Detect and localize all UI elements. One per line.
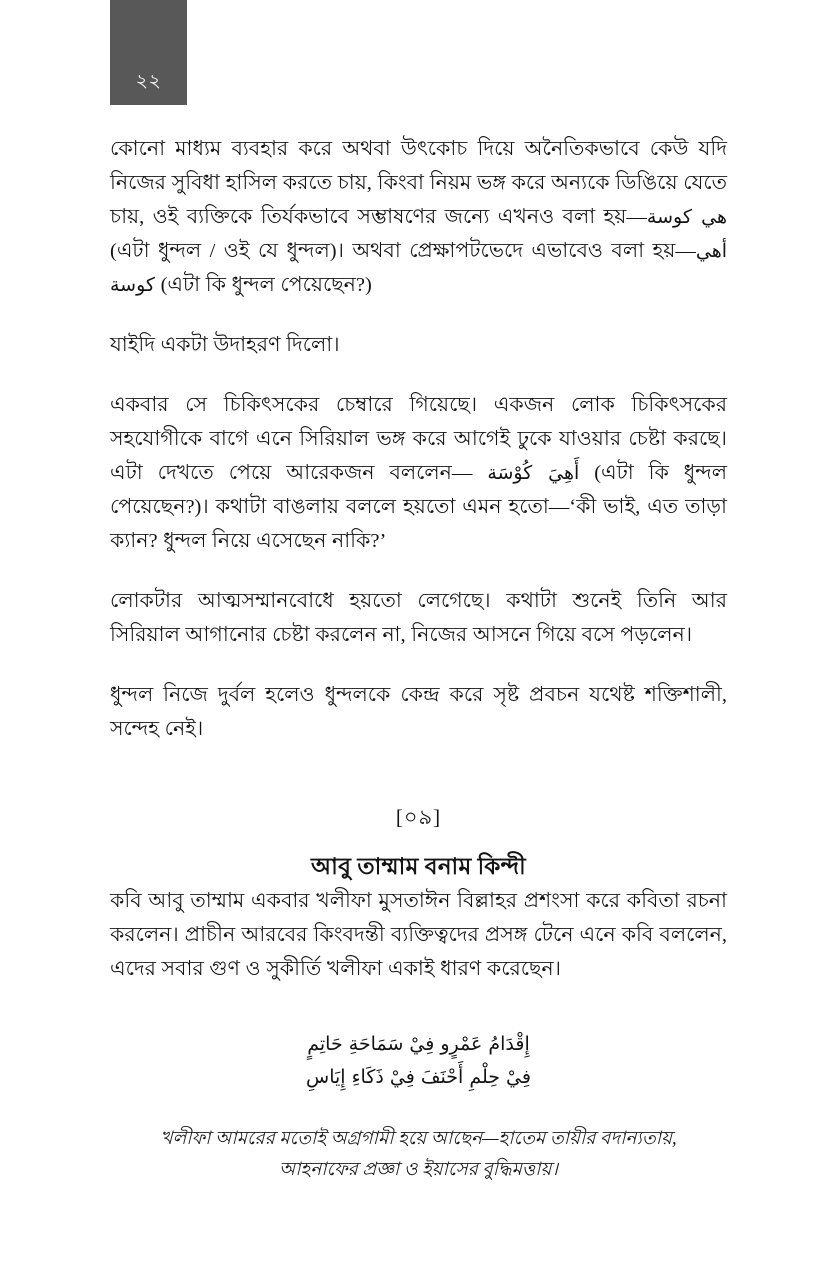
verse-line: فِيْ حِلْمِ أَحْنَفَ فِيْ ذَكَاءِ إِيَاسِ bbox=[306, 1066, 531, 1088]
bangla-text-run: লোকটার আত্মসম্মানবোধে হয়তো লেগেছে। কথাটা শুনেই তিনি আর সিরিয়াল আগানোর চেষ্টা করলেন না, নিজের আসনে গিয়ে বসে পড়লেন। bbox=[110, 590, 727, 646]
section-title: আবু তাম্মাম বনাম কিন্দী bbox=[311, 854, 526, 879]
arabic-inline-phrase: أَهِيَ كُوْسَة bbox=[487, 462, 580, 484]
paragraph bbox=[110, 584, 727, 652]
arabic-inline-phrase: أهي كوسة bbox=[110, 240, 727, 296]
arabic-verse-block bbox=[110, 1028, 727, 1094]
section-intro-paragraph: কবি আবু তাম্মাম একবার খলীফা মুসতাঈন বিল্লাহর প্রশংসা করে কবিতা রচনা করলেন। প্রাচীন আরবের কিংবদন্তী ব্যক্তিত্বদের প্রসঙ্গ টেনে এনে কবি বললেন, এদের সবার গুণ ও সুকীর্তি খলীফা একাই ধারণ করেছেন। bbox=[110, 890, 727, 980]
page-content bbox=[110, 132, 727, 1186]
translation-line: আহনাফের প্রজ্ঞা ও ইয়াসের বুদ্ধিমত্তায়। bbox=[278, 1160, 559, 1180]
arabic-inline-phrase: هي كوسة bbox=[646, 206, 727, 228]
bangla-text-run: যাইদি একটা উদাহরণ দিলো। bbox=[110, 334, 340, 356]
paragraph bbox=[110, 328, 727, 362]
translation-line: খলীফা আমরের মতোই অগ্রগামী হয়ে আছেন—হাতেম তায়ীর বদান্যতায়, bbox=[160, 1129, 677, 1149]
page-number: ২২ bbox=[135, 71, 162, 92]
bangla-text-run: কোনো মাধ্যম ব্যবহার করে অথবা উৎকোচ দিয়ে অনৈতিকভাবে কেউ যদি নিজের সুবিধা হাসিল করতে চায়, কিংবা নিয়ম ভঙ্গ করে অন্যকে ডিঙিয়ে যেতে চায়, ওই ব্যক্তিকে তির্যকভাবে সম্ভাষণের জন্যে এখনও বলা হয়— bbox=[110, 138, 727, 228]
verse-line: إِقْدَامُ عَمْرٍو فِيْ سَمَاحَةِ حَاتِمٍ bbox=[307, 1033, 530, 1055]
bangla-text-run: ধুন্দল নিজে দুর্বল হলেও ধুন্দলকে কেন্দ্র করে সৃষ্ট প্রবচন যথেষ্ট শক্তিশালী, সন্দেহ নেই। bbox=[110, 684, 727, 740]
page-number-box bbox=[110, 0, 187, 105]
section-break bbox=[110, 802, 727, 884]
bangla-text-run: (এটা ধুন্দল / ওই যে ধুন্দল)। অথবা প্রেক্ষাপটভেদে এভাবেও বলা হয়— bbox=[110, 240, 696, 262]
section-number: [০৯] bbox=[395, 805, 442, 829]
bangla-text-run: (এটা কি ধুন্দল পেয়েছেন?) bbox=[154, 274, 372, 296]
paragraph bbox=[110, 132, 727, 302]
bangla-text-run: একবার সে চিকিৎসকের চেম্বারে গিয়েছে। একজন লোক চিকিৎসকের সহযোগীকে বাগে এনে সিরিয়াল ভঙ্গ করে আগেই ঢুকে যাওয়ার চেষ্টা করছে। এটা দেখতে পেয়ে আরেকজন বললেন— bbox=[110, 394, 727, 484]
paragraph bbox=[110, 678, 727, 746]
bangla-text-run: (এটা কি ধুন্দল পেয়েছেন?)। কথাটা বাঙলায় বললে হয়তো এমন হতো—‘কী ভাই, এত তাড়া ক্যান? ধুন্দল নিয়ে এসেছেন নাকি?’ bbox=[110, 462, 727, 552]
verse-translation bbox=[110, 1124, 727, 1186]
paragraph bbox=[110, 388, 727, 558]
